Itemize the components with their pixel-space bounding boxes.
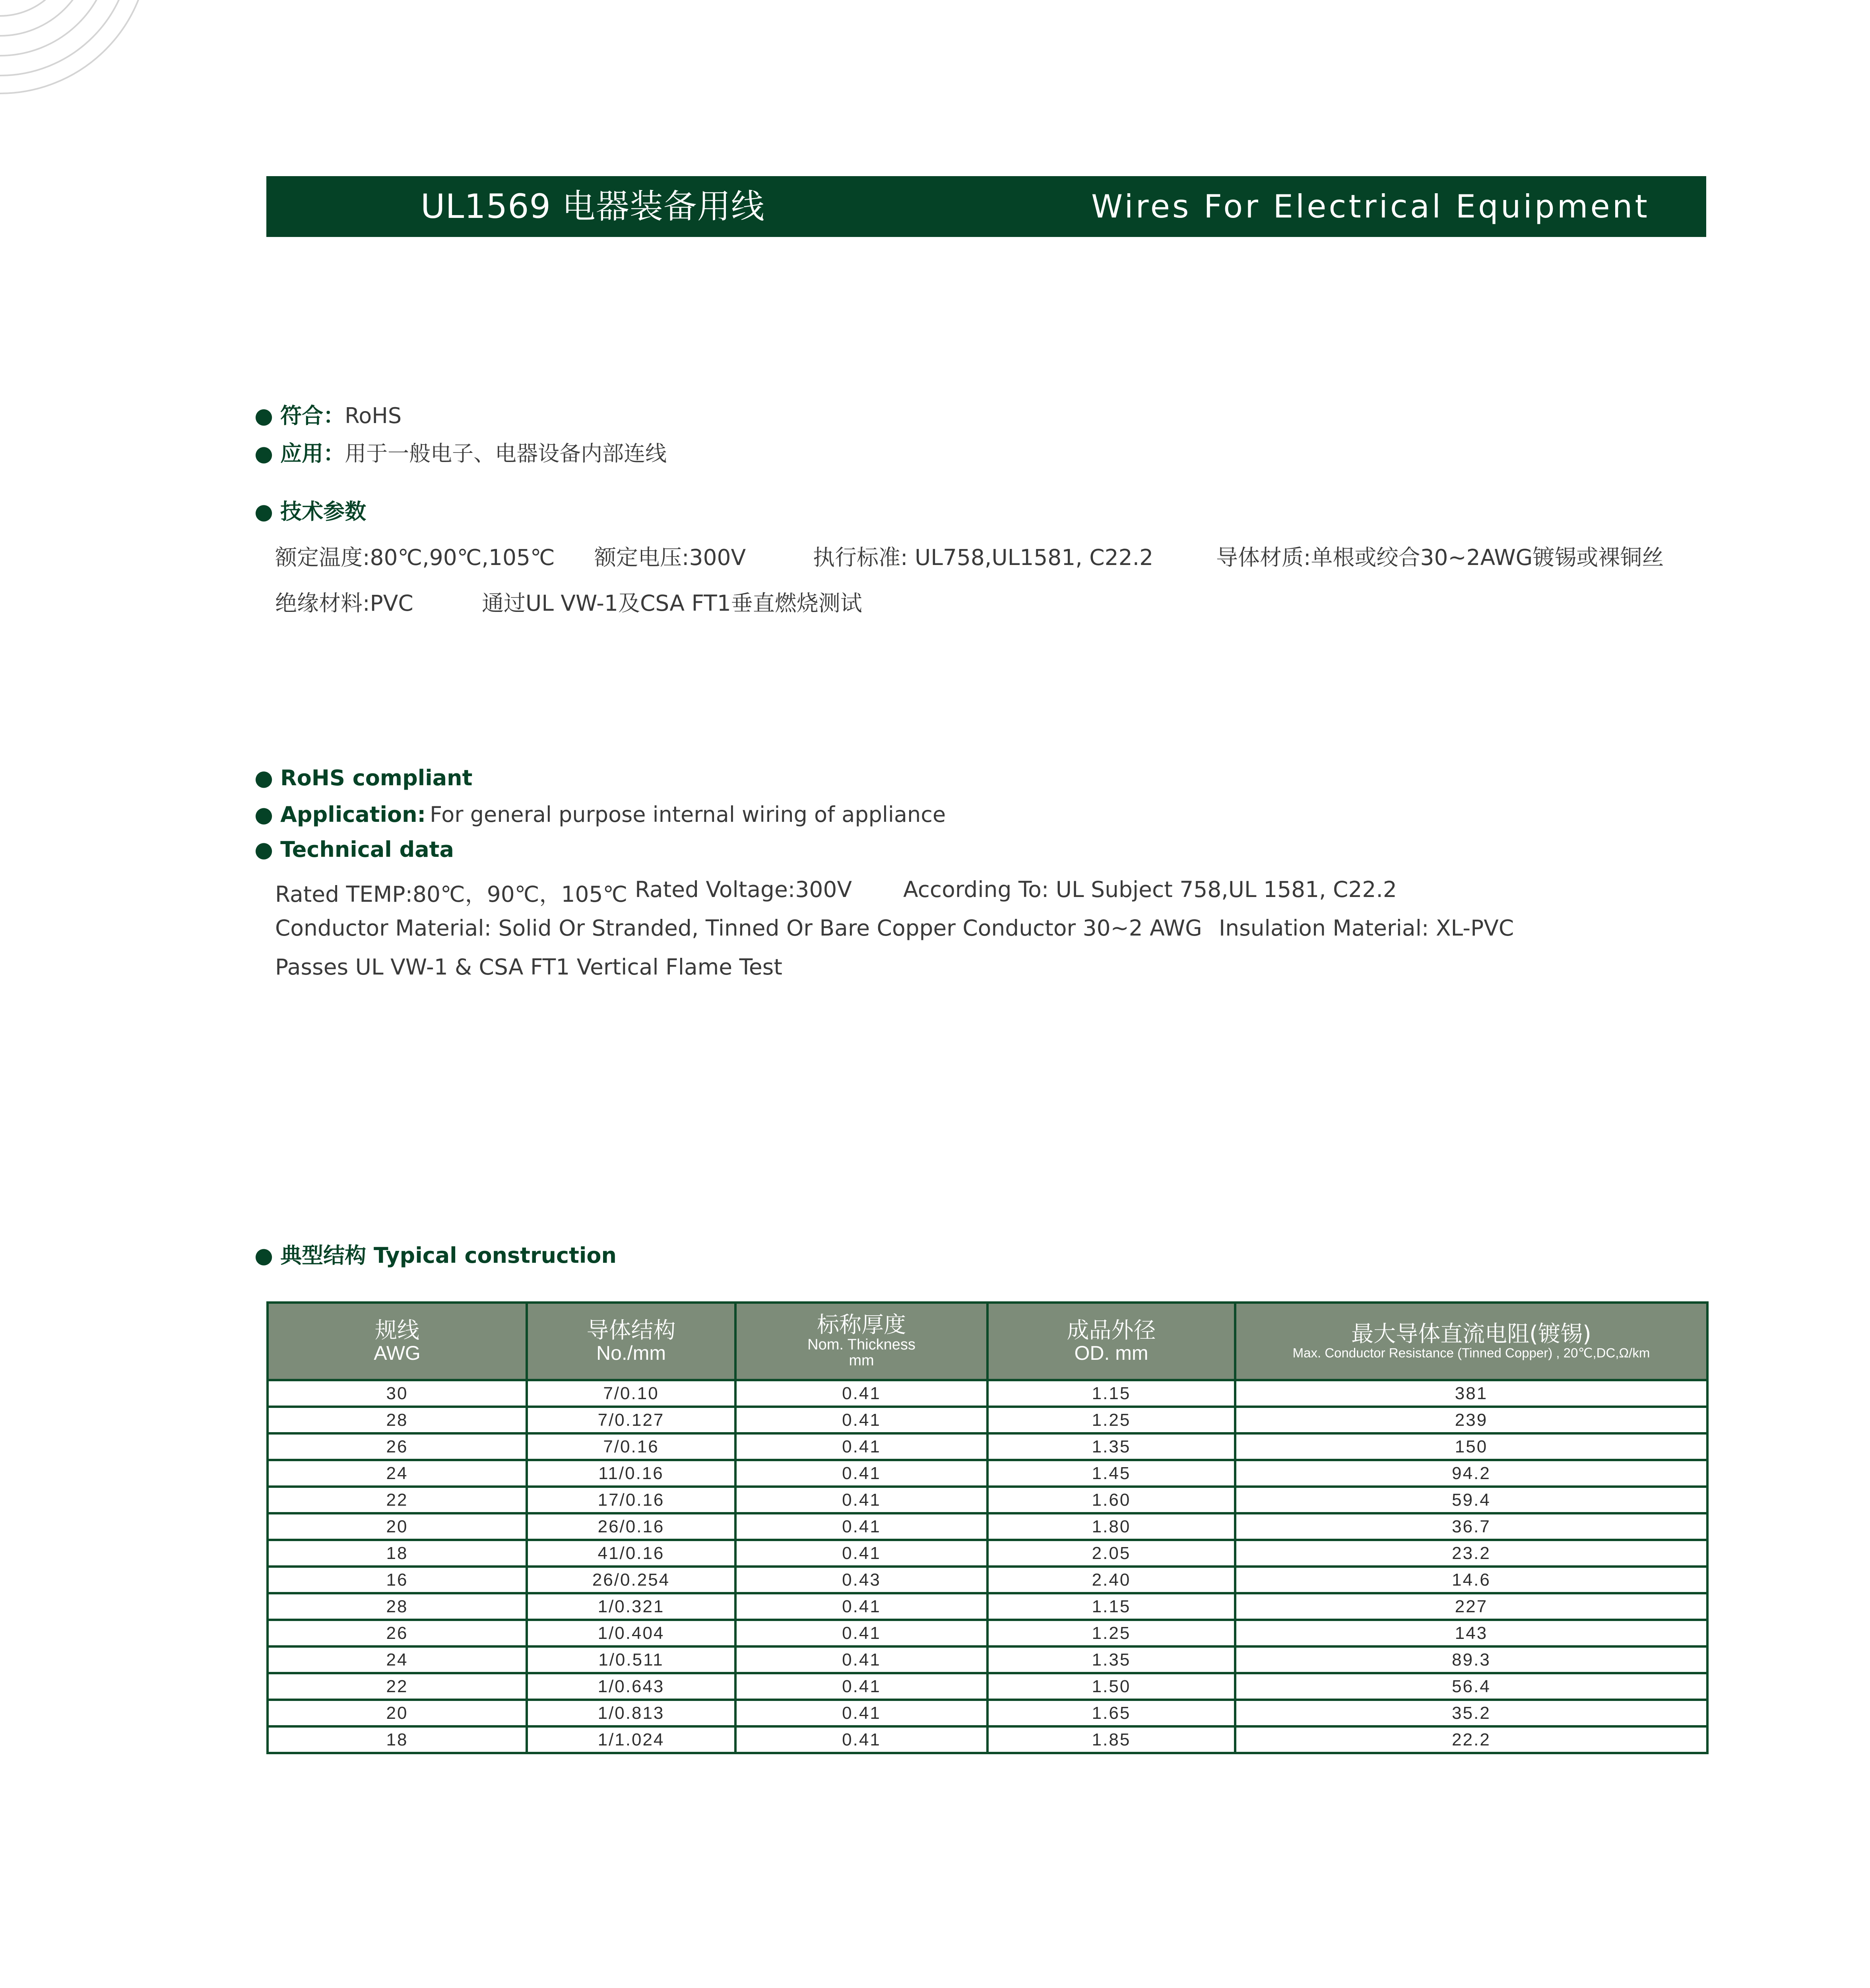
- bullet-icon: ●: [254, 441, 274, 466]
- cell-od: 1.15: [987, 1380, 1235, 1407]
- table-row: [268, 1620, 1707, 1646]
- table-row: [268, 1433, 1707, 1460]
- cell-od: 1.35: [987, 1646, 1235, 1673]
- cell-resistance: 143: [1235, 1620, 1707, 1646]
- cell-thickness: 0.41: [735, 1646, 987, 1673]
- cell-resistance: 22.2: [1235, 1726, 1707, 1753]
- cell-thickness: 0.41: [735, 1700, 987, 1726]
- cn-tech-heading-line: [254, 495, 366, 525]
- cn-compliance-value: RoHS: [345, 403, 402, 428]
- construction-heading: 典型结构 Typical construction: [280, 1243, 617, 1268]
- cell-conductor: 7/0.10: [527, 1380, 735, 1407]
- cell-resistance: 36.7: [1235, 1513, 1707, 1540]
- en-spec-standard: According To: UL Subject 758,UL 1581, C22.2: [903, 877, 1397, 902]
- cell-od: 1.25: [987, 1620, 1235, 1646]
- cell-thickness: 0.41: [735, 1460, 987, 1487]
- cn-application-label: 应用：: [280, 441, 345, 466]
- en-spec-temp: Rated TEMP:80℃，90℃，105℃: [275, 881, 628, 907]
- en-application-label: Application:: [280, 802, 426, 827]
- cell-resistance: 239: [1235, 1407, 1707, 1433]
- cell-od: 1.50: [987, 1673, 1235, 1700]
- cell-conductor: 1/0.643: [527, 1673, 735, 1700]
- header-conductor-en: No./mm: [596, 1342, 666, 1364]
- banner-title-cn: UL1569 电器装备用线: [421, 187, 765, 226]
- title-banner: [266, 176, 1706, 237]
- cell-resistance: 56.4: [1235, 1673, 1707, 1700]
- header-conductor-cn: 导体结构: [586, 1317, 676, 1343]
- cell-thickness: 0.41: [735, 1407, 987, 1433]
- cn-compliance-label: 符合：: [280, 403, 345, 428]
- table-row: [268, 1646, 1707, 1673]
- table-row: [268, 1487, 1707, 1513]
- header-awg-cn: 规线: [375, 1317, 419, 1343]
- table-row: [268, 1673, 1707, 1700]
- cell-awg: 30: [268, 1380, 527, 1407]
- table-row: [268, 1460, 1707, 1487]
- cn-application-line: [254, 437, 667, 467]
- cn-compliance-line: [254, 399, 402, 429]
- en-spec-insulation: Insulation Material: XL-PVC: [1219, 915, 1514, 941]
- table-row: [268, 1540, 1707, 1567]
- cell-thickness: 0.41: [735, 1433, 987, 1460]
- bullet-icon: ●: [254, 403, 274, 428]
- cn-spec-flame-test: 通过UL VW-1及CSA FT1垂直燃烧测试: [482, 590, 862, 616]
- header-thickness-cn: 标称厚度: [817, 1312, 906, 1338]
- en-application-value: For general purpose internal wiring of appliance: [430, 802, 946, 827]
- table-row: [268, 1407, 1707, 1433]
- cell-thickness: 0.41: [735, 1593, 987, 1620]
- corner-decoration: [0, 0, 159, 103]
- header-resistance: [1235, 1303, 1707, 1380]
- cell-conductor: 1/0.404: [527, 1620, 735, 1646]
- cell-resistance: 381: [1235, 1380, 1707, 1407]
- cn-tech-heading: 技术参数: [280, 499, 367, 524]
- cell-awg: 22: [268, 1673, 527, 1700]
- header-thickness-en: Nom. Thickness: [807, 1336, 916, 1353]
- cn-spec-insulation: 绝缘材料:PVC: [275, 590, 413, 616]
- cell-awg: 26: [268, 1620, 527, 1646]
- cell-resistance: 150: [1235, 1433, 1707, 1460]
- cell-awg: 24: [268, 1460, 527, 1487]
- cell-od: 1.25: [987, 1407, 1235, 1433]
- cn-application-value: 用于一般电子、电器设备内部连线: [345, 441, 667, 466]
- en-tech-heading: Technical data: [280, 837, 454, 862]
- en-spec-voltage: Rated Voltage:300V: [635, 877, 852, 902]
- cell-awg: 18: [268, 1726, 527, 1753]
- en-spec-flame-test: Passes UL VW-1 & CSA FT1 Vertical Flame Test: [275, 954, 782, 980]
- bullet-icon: ●: [254, 499, 274, 524]
- en-tech-heading-line: [254, 837, 454, 862]
- cell-awg: 22: [268, 1487, 527, 1513]
- bullet-icon: ●: [254, 837, 274, 862]
- cell-resistance: 89.3: [1235, 1646, 1707, 1673]
- cell-resistance: 23.2: [1235, 1540, 1707, 1567]
- cell-awg: 24: [268, 1646, 527, 1673]
- table-row: [268, 1726, 1707, 1753]
- cell-conductor: 1/0.321: [527, 1593, 735, 1620]
- table-row: [268, 1567, 1707, 1593]
- cell-conductor: 1/0.813: [527, 1700, 735, 1726]
- cell-thickness: 0.41: [735, 1380, 987, 1407]
- cell-resistance: 35.2: [1235, 1700, 1707, 1726]
- bullet-icon: ●: [254, 765, 274, 790]
- cell-conductor: 17/0.16: [527, 1487, 735, 1513]
- cn-spec-voltage: 额定电压:300V: [594, 545, 746, 570]
- cell-od: 1.85: [987, 1726, 1235, 1753]
- header-thickness-unit: mm: [849, 1352, 874, 1369]
- cell-conductor: 1/1.024: [527, 1726, 735, 1753]
- en-spec-conductor: Conductor Material: Solid Or Stranded, Tinned Or Bare Copper Conductor 30~2 AWG: [275, 915, 1202, 941]
- table-row: [268, 1593, 1707, 1620]
- cell-conductor: 41/0.16: [527, 1540, 735, 1567]
- cell-conductor: 7/0.16: [527, 1433, 735, 1460]
- cell-resistance: 227: [1235, 1593, 1707, 1620]
- cell-awg: 28: [268, 1593, 527, 1620]
- table-row: [268, 1700, 1707, 1726]
- cell-od: 1.60: [987, 1487, 1235, 1513]
- cell-od: 2.40: [987, 1567, 1235, 1593]
- cell-resistance: 94.2: [1235, 1460, 1707, 1487]
- table-body: [268, 1380, 1707, 1753]
- cn-spec-standard: 执行标准: UL758,UL1581, C22.2: [813, 545, 1154, 570]
- cell-thickness: 0.41: [735, 1620, 987, 1646]
- cell-awg: 20: [268, 1513, 527, 1540]
- header-od-en: OD. mm: [1074, 1342, 1148, 1364]
- cell-thickness: 0.41: [735, 1673, 987, 1700]
- cell-od: 1.15: [987, 1593, 1235, 1620]
- header-od: [987, 1303, 1235, 1380]
- cell-od: 1.65: [987, 1700, 1235, 1726]
- construction-heading-line: [254, 1239, 617, 1269]
- cell-awg: 18: [268, 1540, 527, 1567]
- header-resistance-en: Max. Conductor Resistance (Tinned Copper) , 20℃,DC,Ω/km: [1292, 1345, 1650, 1360]
- header-awg: [268, 1303, 527, 1380]
- cell-awg: 20: [268, 1700, 527, 1726]
- en-rohs-label: RoHS compliant: [280, 765, 473, 790]
- header-od-cn: 成品外径: [1067, 1317, 1156, 1343]
- bullet-icon: ●: [254, 802, 274, 827]
- header-conductor: [527, 1303, 735, 1380]
- cell-od: 1.45: [987, 1460, 1235, 1487]
- construction-table: [266, 1301, 1709, 1754]
- cell-conductor: 26/0.16: [527, 1513, 735, 1540]
- header-awg-en: AWG: [374, 1342, 421, 1364]
- table-row: [268, 1380, 1707, 1407]
- table-header-row: [268, 1303, 1707, 1380]
- bullet-icon: ●: [254, 1243, 274, 1268]
- cell-thickness: 0.43: [735, 1567, 987, 1593]
- cn-spec-temp: 额定温度:80℃,90℃,105℃: [275, 545, 555, 570]
- cell-thickness: 0.41: [735, 1726, 987, 1753]
- en-rohs-line: [254, 765, 472, 790]
- cell-od: 1.80: [987, 1513, 1235, 1540]
- cell-od: 1.35: [987, 1433, 1235, 1460]
- cell-thickness: 0.41: [735, 1487, 987, 1513]
- cell-conductor: 7/0.127: [527, 1407, 735, 1433]
- table-row: [268, 1513, 1707, 1540]
- cell-thickness: 0.41: [735, 1513, 987, 1540]
- cell-conductor: 1/0.511: [527, 1646, 735, 1673]
- header-resistance-cn: 最大导体直流电阻(镀锡): [1351, 1321, 1591, 1347]
- cn-spec-conductor: 导体材质:单根或绞合30~2AWG镀锡或裸铜丝: [1216, 545, 1664, 570]
- cell-thickness: 0.41: [735, 1540, 987, 1567]
- header-thickness: [735, 1303, 987, 1380]
- cell-awg: 16: [268, 1567, 527, 1593]
- banner-title-en: Wires For Electrical Equipment: [1091, 188, 1650, 225]
- cell-resistance: 14.6: [1235, 1567, 1707, 1593]
- cell-conductor: 11/0.16: [527, 1460, 735, 1487]
- en-application-line: [254, 802, 946, 827]
- cell-awg: 26: [268, 1433, 527, 1460]
- cell-od: 2.05: [987, 1540, 1235, 1567]
- cell-resistance: 59.4: [1235, 1487, 1707, 1513]
- cell-awg: 28: [268, 1407, 527, 1433]
- cell-conductor: 26/0.254: [527, 1567, 735, 1593]
